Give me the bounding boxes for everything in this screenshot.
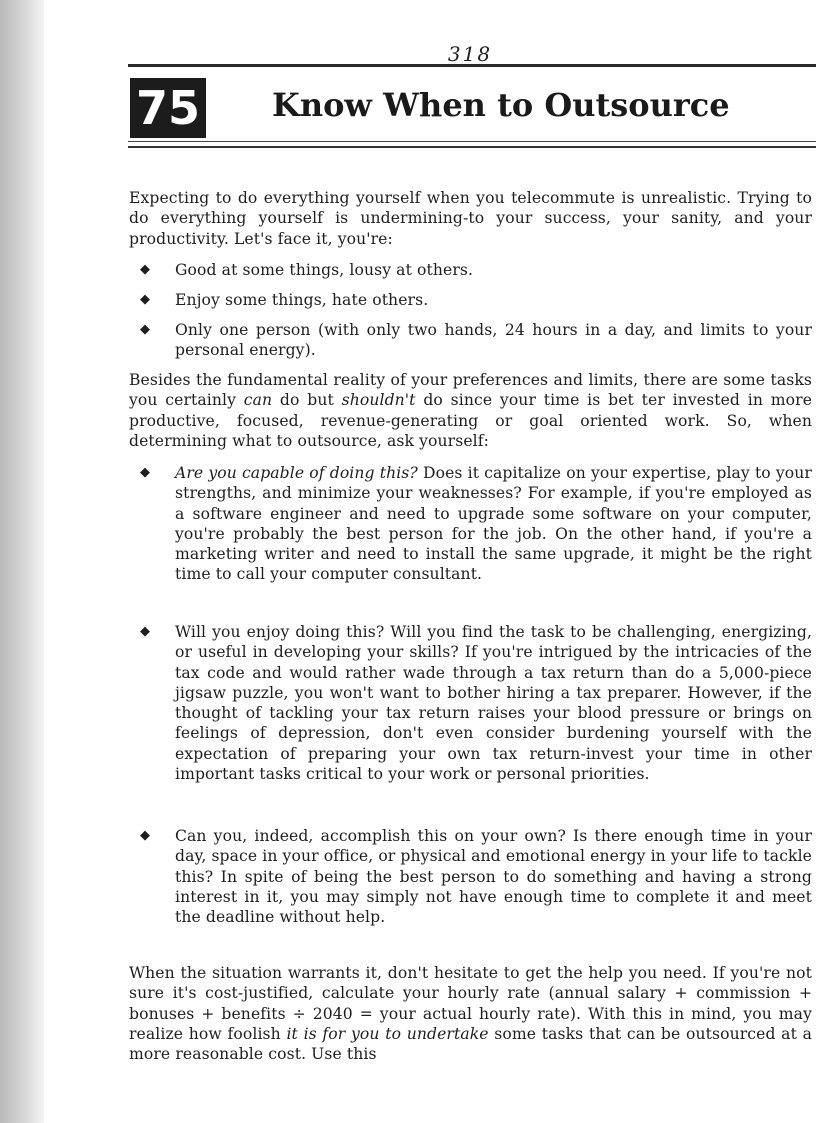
question-1-lead: Are you capable of doing this? [175, 464, 418, 482]
intro-paragraph: Expecting to do everything yourself when you telecommute is unrealistic. Trying to do everything yourself is undermining-to your success, your sanity, and your productivity. Let's face it, you're: [129, 189, 812, 248]
header-rule-bottom [128, 141, 816, 148]
closing-text-2: some tasks that can be outsourced at a more reasonable cost. Use this [129, 1024, 813, 1064]
question-bullet-2: Will you enjoy doing this? Will you find the task to be challenging, energizing, or useful in developing your skills? If you're intrigued by the intricacies of the tax code and would rather wade through a tax return than do a 5,000-piece jigsaw puzzle, you won't want to bother hiring a tax preparer. However, if the thought of tackling your tax return raises your blood pressure or brings on feelings of depression, don't even consider burdening yourself with the expectation of preparing your own tax return-invest your time in other important tasks critical to your work or personal priorities. [175, 623, 812, 784]
closing-emphasis: it is for you to undertake [286, 1024, 489, 1043]
bullet-icon: ◆ [140, 322, 150, 337]
middle-text-1: Besides the fundamental reality of your preferences and limits, there are some tasks you certainly [129, 371, 812, 410]
closing-paragraph [129, 963, 812, 1064]
bullet-icon: ◆ [140, 465, 150, 480]
page-number: 318 [447, 42, 493, 66]
header-rule-top [128, 64, 816, 67]
bullet-icon: ◆ [140, 828, 150, 843]
middle-text-3: do since your time is bet ter invested in more productive, focused, revenue-generating or goal oriented work. So, when determining what to outsource, ask yourself: [129, 391, 813, 450]
emphasis-can: can [243, 391, 273, 410]
intro-bullet-3: Only one person (with only two hands, 24 hours in a day, and limits to your personal energy). [175, 321, 812, 360]
chapter-title: Know When to Outsource [272, 86, 730, 124]
bullet-icon: ◆ [140, 262, 150, 277]
question-bullet-3: Can you, indeed, accomplish this on your own? Is there enough time in your day, space in your office, or physical and emotional energy in your life to tackle this? In spite of being the best person to do something and having a strong interest in it, you may simply not have enough time to complete it and meet the deadline without help. [175, 827, 812, 927]
intro-bullet-2: Enjoy some things, hate others. [175, 291, 429, 309]
chapter-number-badge: 75 [130, 78, 206, 138]
bullet-icon: ◆ [140, 624, 150, 639]
question-bullet-1 [175, 463, 812, 585]
middle-text-2: do but [279, 391, 334, 410]
middle-paragraph [129, 370, 812, 451]
question-1-body: Does it capitalize on your expertise, play to your strengths, and minimize your weaknesses? For example, if you're employed as a software engineer and need to upgrade some software on your computer, you're probably the best person for the job. On the other hand, if you're a marketing writer and need to install the same upgrade, it might be the right time to call your computer consultant. [175, 464, 812, 584]
intro-bullet-1: Good at some things, lousy at others. [175, 261, 474, 279]
emphasis-shouldnt: shouldn't [341, 391, 416, 410]
closing-text-1: When the situation warrants it, don't hesitate to get the help you need. If you're not sure it's cost-justified, calculate your hourly rate (annual salary + commission + bonuses + benefits ÷ 2040 = your actual hourly rate). With this in mind, you may realize how foolish [129, 964, 812, 1043]
bullet-icon: ◆ [140, 292, 150, 307]
